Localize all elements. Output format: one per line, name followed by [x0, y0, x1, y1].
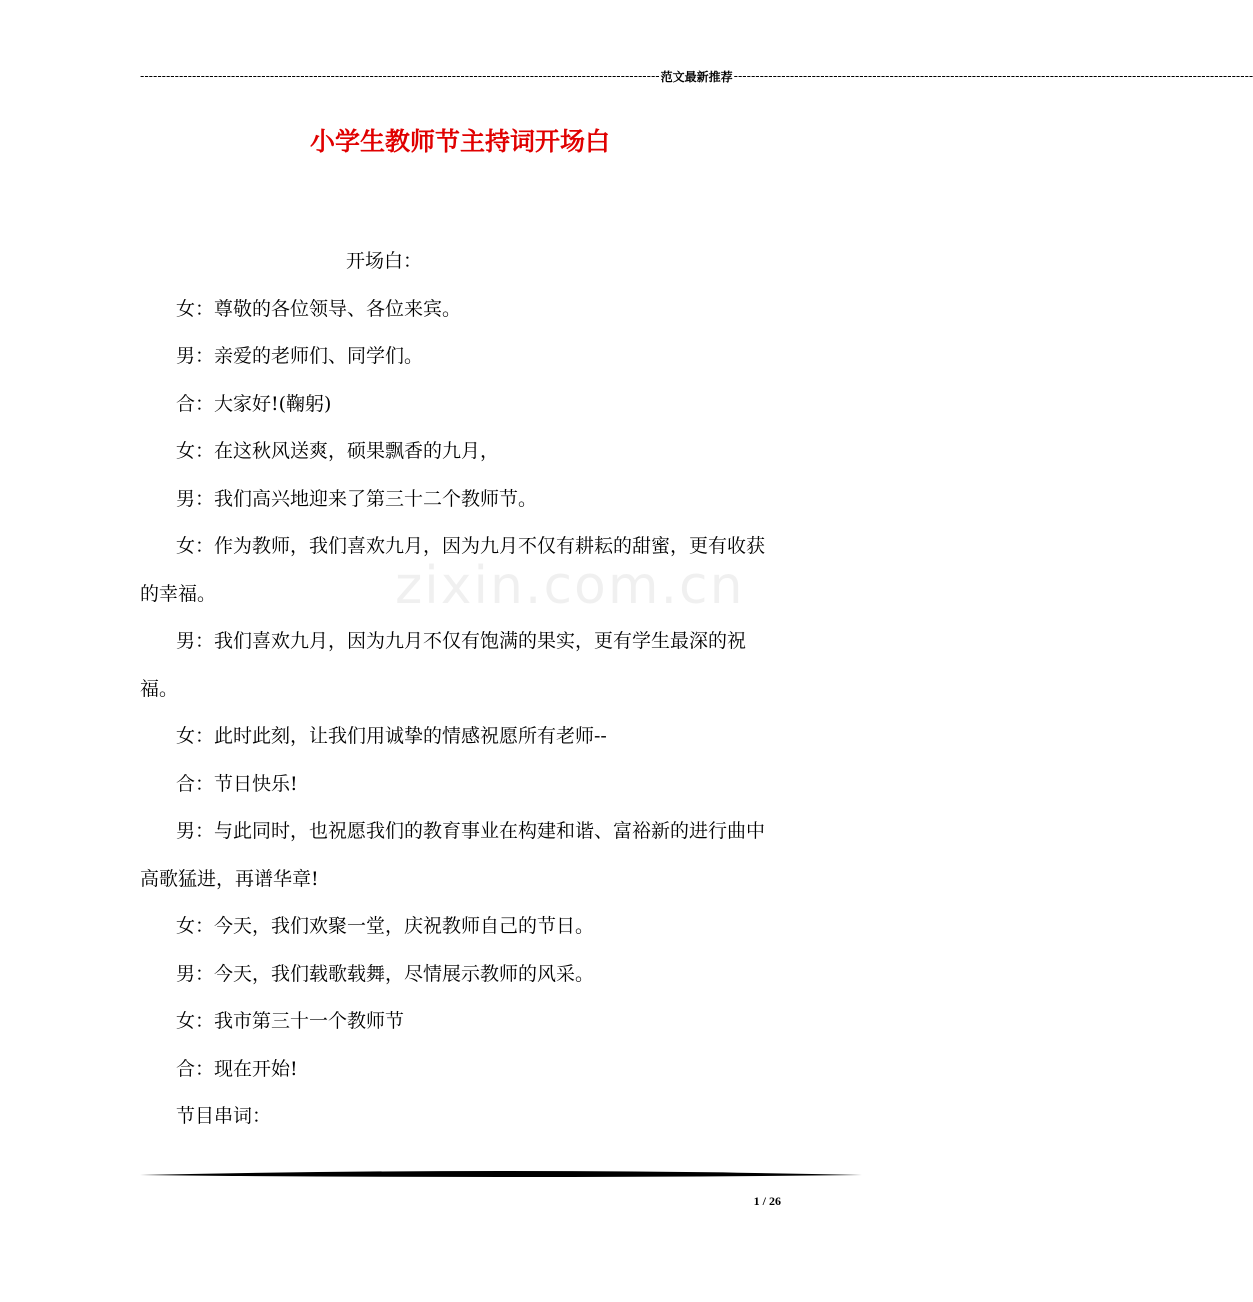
header-dashes-right: ------------------------------------------------------------------------------------------------------------------------: [733, 69, 1253, 83]
page-number: 1 / 26: [753, 1194, 781, 1208]
paragraph: 女：作为教师，我们喜欢九月，因为九月不仅有耕耘的甜蜜，更有收获的幸福。: [140, 535, 766, 605]
header-label: 范文最新推荐: [660, 69, 733, 84]
paragraph: 开场白：: [346, 250, 423, 272]
paragraph: 女：我市第三十一个教师节: [176, 1010, 405, 1032]
paragraph: 女：此时此刻，让我们用诚挚的情感祝愿所有老师--: [176, 725, 607, 747]
paragraph: 女：尊敬的各位领导、各位来宾。: [176, 297, 462, 320]
footer-rule: [140, 1168, 862, 1182]
page-header: [140, 66, 1253, 86]
paragraph: 女：今天，我们欢聚一堂，庆祝教师自己的节日。: [176, 915, 595, 937]
document-title: 小学生教师节主持词开场白: [309, 127, 610, 156]
paragraph: 合：节日快乐!: [176, 772, 298, 795]
paragraph: 男：今天，我们载歌载舞，尽情展示教师的风采。: [176, 962, 595, 985]
paragraph: 男：我们喜欢九月，因为九月不仅有饱满的果实，更有学生最深的祝福。: [140, 630, 747, 700]
paragraph: 合：现在开始!: [176, 1057, 298, 1080]
paragraph: 节目串词：: [176, 1105, 272, 1127]
paragraph: 男：亲爱的老师们、同学们。: [176, 345, 424, 367]
paragraph: 男：我们高兴地迎来了第三十二个教师节。: [176, 487, 538, 510]
document-body: [140, 238, 783, 1141]
paragraph: 合：大家好!(鞠躬): [176, 392, 332, 415]
header-dashes-left: ------------------------------------------------------------------------------------------------------------------------: [140, 69, 660, 83]
paragraph: 女：在这秋风送爽，硕果飘香的九月，: [176, 440, 500, 462]
watermark: zixin.com.cn: [395, 556, 745, 616]
paragraph: 男：与此同时，也祝愿我们的教育事业在构建和谐、富裕新的进行曲中高歌猛进，再谱华章!: [140, 820, 766, 890]
